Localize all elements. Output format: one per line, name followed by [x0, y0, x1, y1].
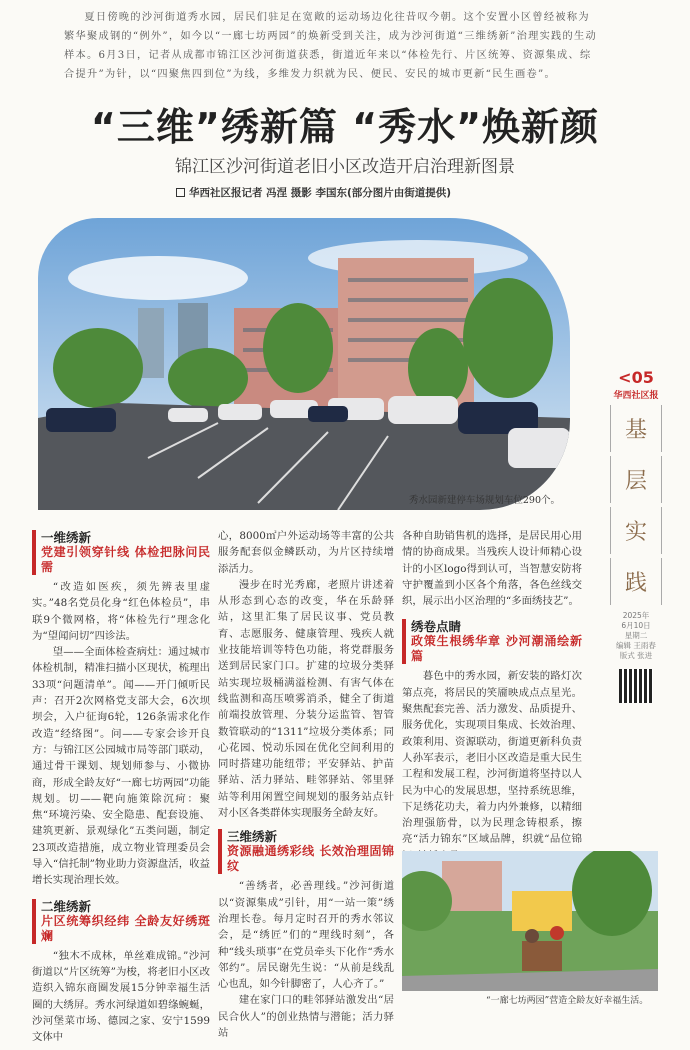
- section-char: 基: [610, 405, 662, 452]
- section-char: 实: [610, 507, 662, 554]
- body-paragraph: 建在家门口的畦邻驿站激发出“居民合伙人”的创业热情与潜能；活力驿站: [218, 994, 394, 1040]
- column-1: [32, 528, 210, 1045]
- body-paragraph: “独木不成林，单丝难成锦。”沙河街道以“片区统筹”为梭，将老旧小区改造织入锦东商圈发展15分钟幸福生活圈的大绣屏。秀水河绿道如碧绦蜿蜒，沙河堡菜市场、德园之家、安宁1599文体中: [32, 949, 210, 1044]
- section-header-1: [32, 530, 210, 575]
- section-header-4: [402, 619, 582, 664]
- secondary-photo: [402, 851, 658, 991]
- section-title: 三维绣新: [227, 829, 278, 845]
- body-paragraph: “改造如医疾，须先辨表里虚实。”48名党员化身“红色体检员”，串联9个微网格，将“体检先行”理念化为“望闻问切”四诊法。: [32, 581, 210, 642]
- issue-weekday: 星期二: [624, 631, 648, 640]
- section-char: 践: [610, 558, 662, 605]
- body-paragraph: 心，8000㎡户外运动场等丰富的公共服务配套似金鳞跃动，为片区持续增添活力。: [218, 530, 394, 575]
- intro-paragraph: 夏日傍晚的沙河街道秀水园，居民们驻足在宽敞的运动场边化往昔叹今朝。这个安置小区曾经被称为繁华聚成钢的“例外”，如今以“一廊七坊两园”的焕新受到关注，成为沙河街道“三维绣新”治理实践的生动样本。6月3日，记者从成都市锦江区沙河街道获悉，街道近年来以“体检先行、片区统筹、资源集成、综合提升”为针，以“四聚焦四到位”为线，多维发力织就为民、便民、安民的城市更新“民生画卷”。: [64, 12, 598, 80]
- body-paragraph: 望——全面体检查病灶：通过城市体检机制，精准扫描小区现状，梳理出33项“问题清单”。闻——开门倾听民声：召开2次网格党支部大会，6次坝坝会，入户征询6轮，126条需求化作改造“经络图”。问——专家会诊开良方：与锦江区公园城市局等部门联动，通过骨干课划、规划师参与、小微协商，形成全龄友好“一廊七坊两园”功能规划。切——靶向施策除沉疴：聚焦“环境污染、安全隐患、配套设施、建筑更新、景观绿化”五类问题，制定23项改造措施，成立物业管理委员会导入“信托制”物业助力资源盘活，收益增长实现治理长效。: [32, 646, 210, 887]
- issue-day: 6月10日: [621, 621, 651, 630]
- publication-name: 华西社区报: [613, 391, 659, 401]
- headline: “三维”绣新篇 “秀水”焕新颜: [90, 105, 600, 149]
- byline-text: 华西社区报记者 冯涅 摄影 李国东(部分图片由街道提供): [189, 187, 452, 199]
- section-subtitle: 片区统筹织经纬 全龄友好绣斑斓: [41, 913, 210, 943]
- section-title: 一维绣新: [41, 530, 92, 545]
- section-header-3: [218, 829, 394, 874]
- column-2: [218, 528, 394, 1041]
- section-title: 二维绣新: [41, 898, 92, 914]
- byline: [176, 185, 451, 200]
- section-subtitle: 政策生根绣华章 沙河潮涌绘新篇: [411, 634, 582, 664]
- body-paragraph: “善绣者，必善理线。”沙河街道以“资源集成”引针，用“一站一策”绣治理长卷。每月定时召开的秀水邻议会，是“绣匠”们的“理线时刻”，各种“线头琐事”在党员牵头下化作“秀水邻约”。居民谢先生说：“从前是线乱心也乱，如今针脚密了，人心齐了。”: [218, 880, 394, 991]
- designer: 版式 张进: [619, 651, 653, 660]
- issue-info: [606, 611, 666, 661]
- body-paragraph: 各种自助销售机的选择，是居民用心用情的协商成果。当残疾人设计师精心设计的小区logo得到认可，当智慧安防将守护覆盖到小区各个角落，各色丝线交织，展示出小区治理的“多面绣技艺”。: [402, 530, 582, 608]
- body-paragraph: 漫步在时光秀廊，老照片讲述着从形态到心态的改变，华在乐龄驿站，这里汇集了居民议事、党员教育、志愿服务、健康管理、残疾人就业技能培训等特色功能，将党群服务送到居民家门口。扩建的垃圾分类驿站实现垃圾桶满溢检测、有害气体在线监测和高压喷雾消杀，健全了街道前端投放管理、分装分运监管、智管数管联动的“1311”垃圾分类体系；同心花园、悦动乐园在优化空间利用的同时搭建功能纽带；平安驿站、护苗驿站、活力驿站、畦邻驿站、邻里驿站等利用闲置空间规划的服务站点针对小区各类群体实现服务全龄友好。: [218, 578, 394, 820]
- page-number: <05: [618, 368, 654, 387]
- section-subtitle: 党建引领穿针线 体检把脉问民需: [41, 545, 210, 574]
- page-sidebar: [606, 368, 666, 703]
- secondary-photo-caption: “一廊七坊两园”营造全龄友好幸福生活。: [486, 996, 649, 1006]
- body-paragraph: 暮色中的秀水园，新安装的路灯次第点亮，将居民的笑靥映成点点星光。聚焦配套完善、活力激发、品质提升、服务优化，实现项目集成、长效治理、政策利用、资源联动，街道更新科负责人孙军表示，老旧小区改造是重大民生工程和发展工程，沙河街道将坚持以人民为中心的发展思想，坚持系统思维，下足绣花功夫，着力内外兼修，以精细治理强筋骨，以为民理念铸根系，擦亮“活力锦东”区域品牌，织就“品位锦: [402, 670, 582, 846]
- byline-box-icon: [176, 188, 185, 197]
- section-subtitle: 资源融通绣彩线 长效治理固锦纹: [227, 844, 394, 874]
- subheadline: 锦江区沙河街道老旧小区改造开启治理新图景: [175, 157, 515, 177]
- section-char: 层: [610, 456, 662, 503]
- section-header-2: [32, 899, 210, 944]
- column-3: [402, 528, 582, 864]
- issue-year: 2025年: [622, 611, 650, 620]
- main-photo: [38, 218, 570, 510]
- photo-caption: 秀水园新建停车场规划车位290个。: [408, 495, 560, 506]
- editor: 编辑 王雨春: [616, 641, 656, 650]
- section-title: 绣卷点睛: [411, 619, 462, 635]
- qr-code-icon[interactable]: [619, 669, 653, 703]
